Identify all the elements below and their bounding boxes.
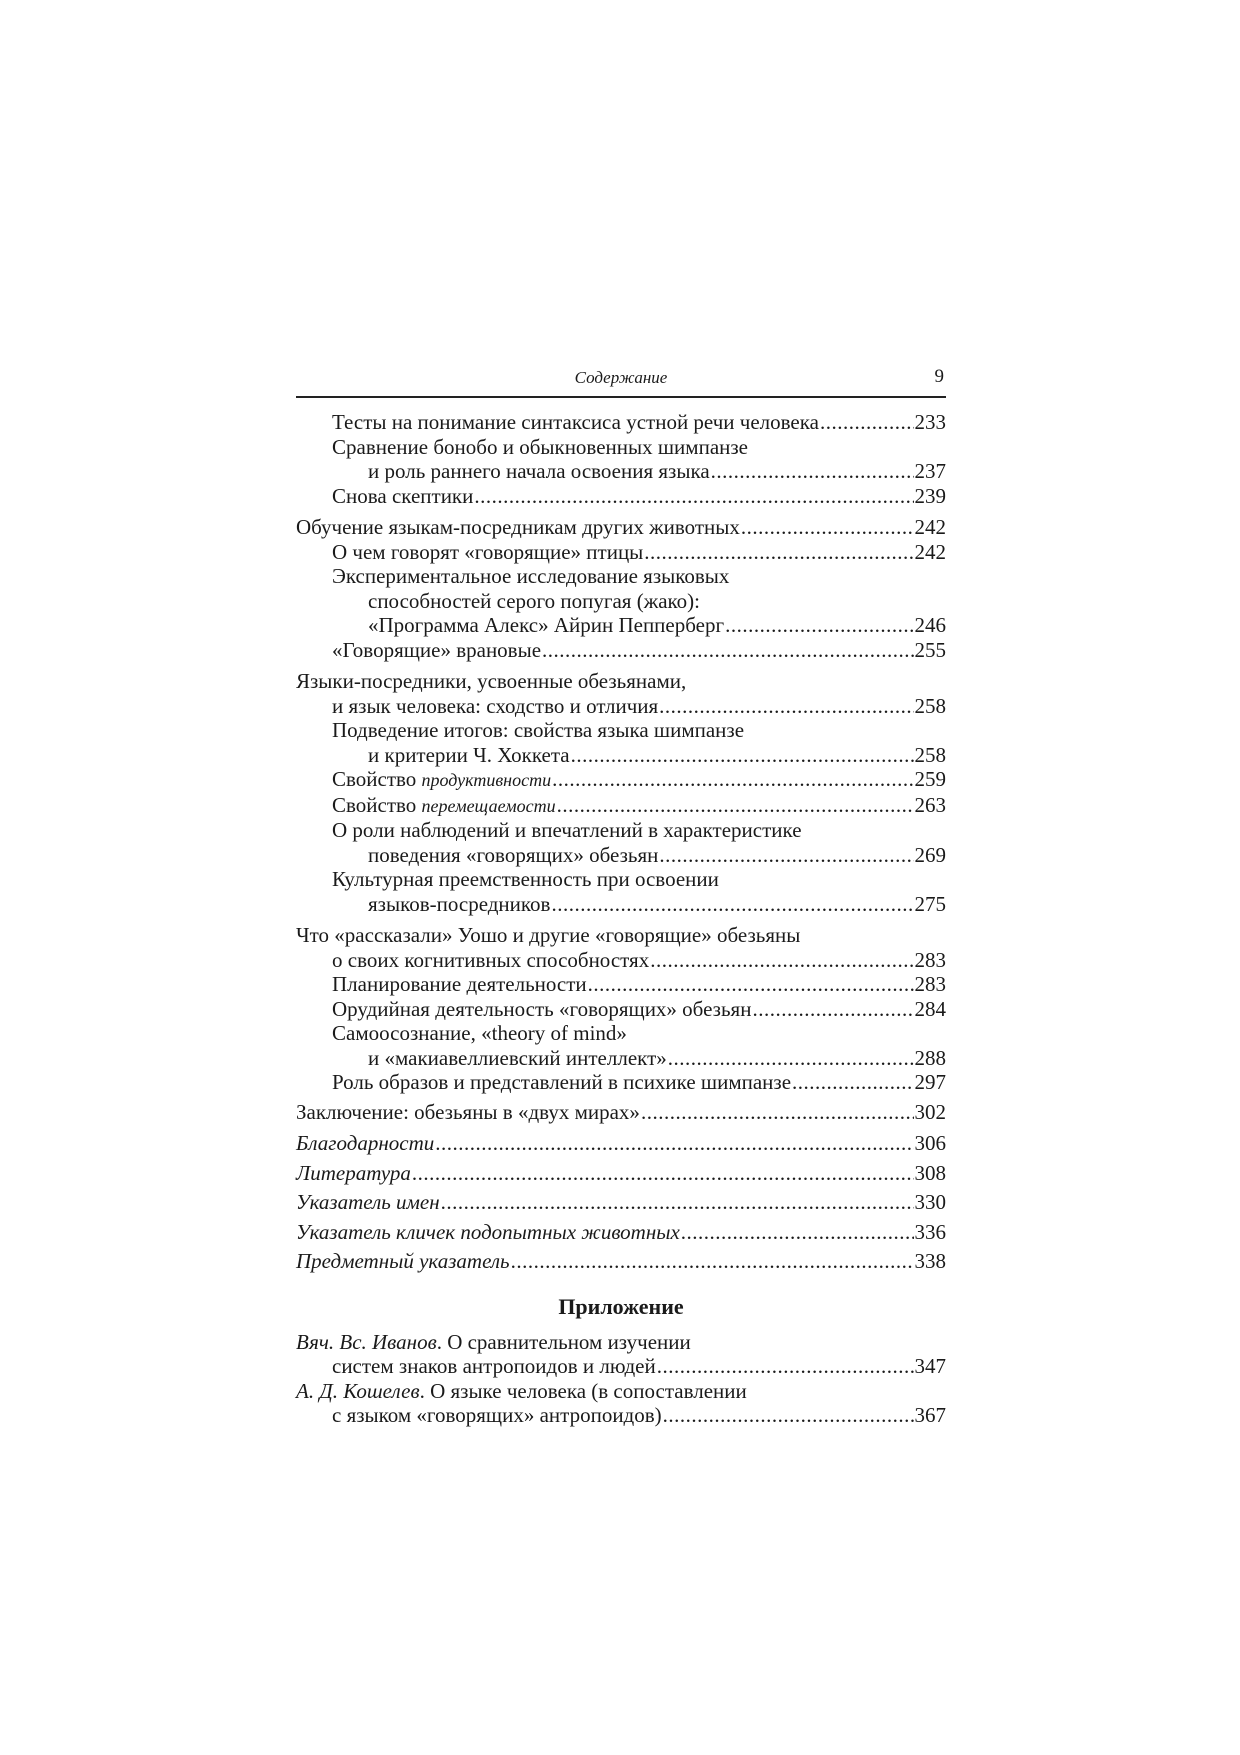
appendix-title-start: . О сравнительном изучении xyxy=(436,1329,691,1354)
toc-page-number: 284 xyxy=(914,996,946,1021)
dot-leader xyxy=(659,694,913,719)
toc-entry-italic-title: Благодарности xyxy=(296,1131,435,1155)
toc-line xyxy=(296,818,946,843)
dot-leader xyxy=(663,1403,914,1428)
toc-entry-title xyxy=(332,767,551,793)
toc-entry-title xyxy=(296,1161,411,1186)
toc-entry-title xyxy=(332,1021,627,1046)
dot-leader xyxy=(441,1190,914,1215)
toc-entry-text: Планирование деятельности xyxy=(332,972,587,996)
toc-entry-text: поведения «говорящих» обезьян xyxy=(368,842,659,867)
toc-entry-text: О чем говорят «говорящие» птицы xyxy=(332,539,644,564)
toc-entry[interactable] xyxy=(296,1161,946,1186)
toc-entry-title xyxy=(296,1131,434,1156)
table-of-contents xyxy=(296,410,946,1274)
toc-page-number: 242 xyxy=(914,539,946,564)
toc-entry-text: и критерии Ч. Хоккета xyxy=(368,742,570,767)
toc-entry-italic-title: Литература xyxy=(296,1160,411,1185)
toc-entry-title xyxy=(368,613,724,638)
toc-line xyxy=(296,435,946,460)
appendix-line xyxy=(296,1379,946,1404)
toc-entry-text: Заключение: обезьяны в «двух мирах» xyxy=(296,1099,640,1124)
toc-entry-title xyxy=(368,589,700,614)
toc-entry-italic-title: Предметный указатель xyxy=(296,1249,510,1273)
toc-entry-title xyxy=(368,459,710,484)
dot-leader xyxy=(752,997,913,1022)
toc-entry-title xyxy=(332,718,744,743)
toc-entry[interactable] xyxy=(296,1070,946,1095)
dot-leader xyxy=(725,613,913,638)
dot-leader xyxy=(588,972,914,997)
toc-entry-title xyxy=(296,923,800,948)
toc-entry-title xyxy=(296,515,740,540)
toc-line xyxy=(296,613,946,638)
dot-leader xyxy=(511,1249,914,1274)
dot-leader xyxy=(668,1046,914,1071)
appendix-title-start: . О языке человека (в сопоставлении xyxy=(419,1378,747,1403)
toc-entry-title xyxy=(332,1070,791,1095)
dot-leader xyxy=(711,459,914,484)
toc-page-number: 237 xyxy=(914,459,946,483)
dot-leader xyxy=(741,515,914,540)
toc-page-number: 288 xyxy=(914,1045,946,1070)
toc-entry-title xyxy=(296,1100,640,1125)
toc-entry-title xyxy=(332,948,649,973)
toc-entry[interactable] xyxy=(296,1220,946,1245)
toc-entry[interactable] xyxy=(296,1131,946,1156)
toc-entry-title xyxy=(332,564,729,589)
toc-line xyxy=(296,1190,946,1215)
toc-entry-italic-title: Указатель кличек подопытных животных xyxy=(296,1219,680,1244)
toc-page-number: 283 xyxy=(914,947,946,972)
toc-entry-title xyxy=(332,638,541,663)
toc-line xyxy=(296,540,946,565)
toc-entry[interactable] xyxy=(296,793,946,819)
appendix-author: Вяч. Вс. Иванов xyxy=(296,1329,437,1354)
dot-leader xyxy=(552,767,913,792)
toc-entry-title xyxy=(368,1046,667,1071)
toc-page-number: 263 xyxy=(914,792,946,817)
toc-entry-title xyxy=(332,997,751,1022)
appendix-line xyxy=(296,1354,946,1379)
toc-entry[interactable] xyxy=(296,1249,946,1274)
toc-entry-text: Самоосознание, «theory of mind» xyxy=(332,1021,627,1045)
toc-page-number: 297 xyxy=(914,1070,946,1094)
toc-entry-text: способностей серого попугая (жако): xyxy=(368,588,701,613)
toc-page-number: 258 xyxy=(914,742,946,767)
toc-entry[interactable] xyxy=(296,767,946,793)
toc-entry-text: О роли наблюдений и впечатлений в характеристике xyxy=(332,818,802,842)
toc-page xyxy=(296,366,946,1428)
toc-line xyxy=(296,1046,946,1071)
toc-line xyxy=(296,515,946,540)
dot-leader xyxy=(551,892,913,917)
toc-line xyxy=(296,459,946,484)
toc-page-number: 259 xyxy=(914,767,946,791)
toc-line xyxy=(296,1070,946,1095)
toc-entry[interactable] xyxy=(296,718,946,767)
toc-entry-text: Роль образов и представлений в психике шимпанзе xyxy=(332,1070,792,1094)
toc-line xyxy=(296,972,946,997)
dot-leader xyxy=(474,484,913,509)
toc-page-number: 302 xyxy=(914,1099,946,1124)
toc-entry-text: Культурная преемственность при освоении xyxy=(332,867,719,891)
toc-entry-text: Сравнение бонобо и обыкновенных шимпанзе xyxy=(332,434,748,459)
toc-entry-title xyxy=(332,867,719,892)
appendix-page-number: 367 xyxy=(914,1403,946,1427)
dot-leader xyxy=(792,1070,913,1095)
toc-entry[interactable] xyxy=(296,1100,946,1125)
toc-page-number: 239 xyxy=(914,483,946,508)
appendix-entry[interactable] xyxy=(296,1379,946,1428)
dot-leader xyxy=(659,843,913,868)
toc-line xyxy=(296,1021,946,1046)
appendix-line xyxy=(296,1403,946,1428)
appendix-page-number: 347 xyxy=(914,1354,946,1378)
running-header-title: Содержание xyxy=(574,368,668,387)
toc-entry-text: Свойство xyxy=(332,792,417,817)
toc-entry-text: Экспериментальное исследование языковых xyxy=(332,564,730,588)
dot-leader xyxy=(657,1354,914,1379)
toc-entry-text: и «макиавеллиевский интеллект» xyxy=(368,1045,667,1070)
toc-entry[interactable] xyxy=(296,540,946,565)
toc-entry[interactable] xyxy=(296,818,946,867)
toc-page-number: 308 xyxy=(914,1160,946,1185)
dot-leader xyxy=(412,1161,914,1186)
toc-line xyxy=(296,767,946,793)
toc-line xyxy=(296,843,946,868)
toc-entry-italic-term: перемещаемости xyxy=(421,795,556,816)
toc-line xyxy=(296,669,946,694)
toc-page-number: 242 xyxy=(914,515,946,539)
toc-entry-title xyxy=(332,793,556,819)
toc-line xyxy=(296,948,946,973)
dot-leader xyxy=(435,1131,913,1156)
toc-entry-text: Орудийная деятельность «говорящих» обезьян xyxy=(332,996,752,1021)
toc-entry[interactable] xyxy=(296,515,946,540)
running-header xyxy=(296,366,946,398)
toc-line xyxy=(296,1100,946,1125)
appendix-entry-title xyxy=(296,1330,691,1355)
toc-line xyxy=(296,997,946,1022)
toc-page-number: 330 xyxy=(914,1190,946,1214)
toc-entry-title xyxy=(368,843,658,868)
appendix-list xyxy=(296,1330,946,1428)
toc-entry[interactable] xyxy=(296,997,946,1022)
toc-page-number: 233 xyxy=(914,410,946,434)
toc-entry-text: Тесты на понимание синтаксиса устной речи человека xyxy=(332,410,819,434)
toc-entry-title xyxy=(332,435,748,460)
toc-page-number: 255 xyxy=(914,637,946,662)
toc-entry-title xyxy=(296,1249,510,1274)
toc-entry[interactable] xyxy=(296,410,946,435)
dot-leader xyxy=(644,540,913,565)
toc-page-number: 306 xyxy=(914,1131,946,1155)
toc-page-number: 275 xyxy=(914,891,946,916)
toc-entry[interactable] xyxy=(296,638,946,663)
toc-entry-text: Что «рассказали» Уошо и другие «говорящие» обезьяны xyxy=(296,923,801,947)
toc-entry-text: Подведение итогов: свойства языка шимпанзе xyxy=(332,718,745,742)
toc-entry-italic-term: продуктивности xyxy=(421,770,552,790)
toc-line xyxy=(296,793,946,819)
toc-entry-title xyxy=(332,484,473,509)
toc-entry-text: Обучение языкам-посредникам других животных xyxy=(296,515,740,539)
dot-leader xyxy=(681,1220,914,1245)
toc-entry-text: Языки-посредники, усвоенные обезьянами, xyxy=(296,669,687,693)
toc-entry-title xyxy=(296,669,686,694)
toc-page-number: 246 xyxy=(914,613,946,637)
toc-entry-title xyxy=(296,1190,440,1215)
toc-line xyxy=(296,743,946,768)
toc-entry[interactable] xyxy=(296,867,946,916)
toc-line xyxy=(296,694,946,719)
toc-line xyxy=(296,410,946,435)
dot-leader xyxy=(557,793,914,818)
toc-line xyxy=(296,867,946,892)
toc-entry-title xyxy=(332,972,587,997)
toc-entry-text: языков-посредников xyxy=(368,891,551,916)
appendix-author: А. Д. Кошелев xyxy=(296,1378,420,1403)
toc-entry[interactable] xyxy=(296,435,946,484)
toc-line xyxy=(296,484,946,509)
toc-page-number: 336 xyxy=(914,1219,946,1244)
toc-entry-title xyxy=(368,743,570,768)
toc-entry[interactable] xyxy=(296,564,946,638)
toc-line xyxy=(296,1249,946,1274)
appendix-title-continuation: с языком «говорящих» антропоидов) xyxy=(332,1403,662,1427)
toc-page-number: 338 xyxy=(914,1249,946,1273)
toc-entry-text: Снова скептики xyxy=(332,483,474,508)
dot-leader xyxy=(650,948,913,973)
toc-line xyxy=(296,892,946,917)
appendix-entry-title xyxy=(296,1379,747,1404)
toc-entry[interactable] xyxy=(296,484,946,509)
toc-entry-text: и роль раннего начала освоения языка xyxy=(368,459,710,483)
toc-entry[interactable] xyxy=(296,1021,946,1070)
toc-line xyxy=(296,923,946,948)
dot-leader xyxy=(542,638,913,663)
toc-entry-title xyxy=(332,540,643,565)
toc-line xyxy=(296,1220,946,1245)
page-number: 9 xyxy=(934,366,944,387)
toc-line xyxy=(296,1161,946,1186)
toc-line xyxy=(296,1131,946,1156)
toc-entry-title xyxy=(332,694,658,719)
toc-entry-title xyxy=(368,892,550,917)
toc-page-number: 283 xyxy=(914,972,946,996)
toc-line xyxy=(296,564,946,589)
toc-entry-title xyxy=(296,1220,680,1245)
toc-entry-text: о своих когнитивных способностях xyxy=(332,947,650,972)
dot-leader xyxy=(820,410,914,435)
appendix-line xyxy=(296,1330,946,1355)
toc-line xyxy=(296,718,946,743)
toc-entry[interactable] xyxy=(296,923,946,972)
toc-entry-title xyxy=(332,410,819,435)
toc-page-number: 258 xyxy=(914,693,946,718)
toc-entry-text: и язык человека: сходство и отличия xyxy=(332,693,659,718)
toc-line xyxy=(296,638,946,663)
dot-leader xyxy=(571,743,914,768)
toc-entry[interactable] xyxy=(296,972,946,997)
toc-page-number: 269 xyxy=(914,842,946,867)
appendix-title-continuation: систем знаков антропоидов и людей xyxy=(332,1354,656,1378)
toc-line xyxy=(296,589,946,614)
appendix-title: Приложение xyxy=(558,1293,684,1319)
toc-entry-text: «Программа Алекс» Айрин Пепперберг xyxy=(368,613,725,637)
toc-entry-text: «Говорящие» врановые xyxy=(332,637,542,662)
toc-entry-title xyxy=(332,818,802,843)
dot-leader xyxy=(641,1100,914,1125)
appendix-entry[interactable] xyxy=(296,1330,946,1379)
toc-entry-italic-title: Указатель имен xyxy=(296,1190,440,1214)
toc-entry[interactable] xyxy=(296,1190,946,1215)
toc-entry-text: Свойство xyxy=(332,767,417,791)
toc-entry[interactable] xyxy=(296,669,946,718)
